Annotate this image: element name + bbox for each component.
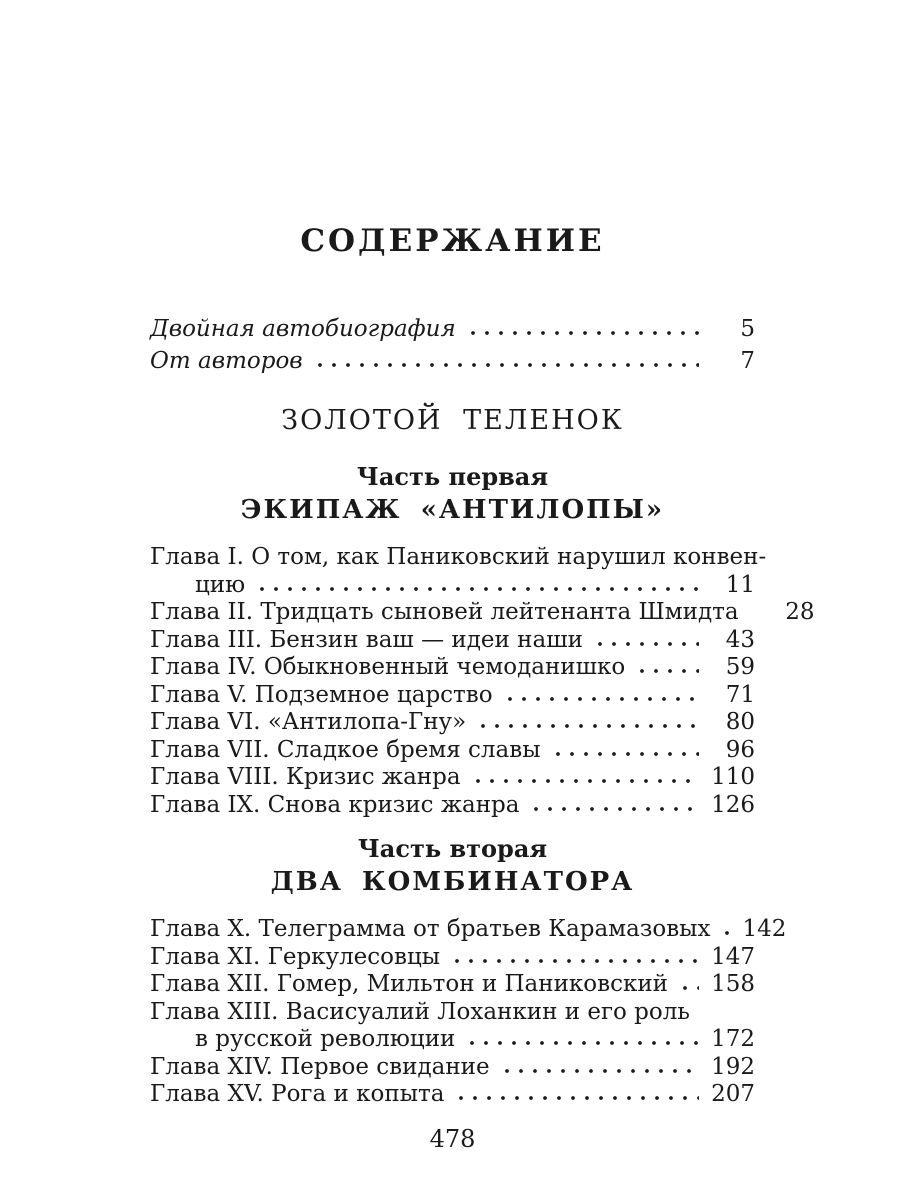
toc-entry-page: 7	[740, 348, 755, 374]
toc-entry-text: Глава XIV. Первое свидание	[150, 1053, 490, 1080]
toc-row	[150, 999, 755, 1027]
toc-entry-page: 158	[711, 971, 755, 997]
toc-entry-page: 5	[740, 316, 755, 342]
frontmatter-list	[150, 313, 755, 377]
toc-entry-text: Глава XI. Геркулесовцы	[150, 943, 441, 970]
toc-entry-page: 147	[711, 943, 755, 970]
dot-leader	[593, 641, 699, 647]
toc-entry-page: 110	[711, 764, 755, 790]
toc-entry-text: Глава IV. Обыкновенный чемоданишко	[150, 654, 626, 680]
toc-entry-page: 43	[725, 626, 755, 653]
dot-leader	[466, 330, 699, 336]
toc-entry-text: Глава XV. Рога и копыта	[150, 1081, 445, 1107]
dot-leader	[450, 958, 699, 964]
dot-leader	[476, 723, 699, 729]
toc-row	[150, 971, 755, 999]
toc-entry-text: Глава V. Подземное царство	[150, 681, 493, 708]
dot-leader	[551, 751, 699, 757]
toc-row	[150, 627, 755, 655]
part-1-heading: Часть первая	[356, 462, 549, 491]
toc-entry-text: в русской революции	[195, 1026, 456, 1052]
toc-title: СОДЕРЖАНИЕ	[300, 223, 605, 259]
toc-entry-page: 80	[725, 709, 755, 735]
toc-row	[150, 1081, 755, 1109]
toc-row	[150, 944, 755, 972]
toc-entry-page: 96	[725, 736, 755, 763]
part-1-chapter-list	[150, 544, 815, 819]
dot-leader	[635, 668, 699, 674]
part-2-subtitle: ДВА КОМБИНАТОРА	[270, 867, 635, 897]
toc-row	[150, 709, 755, 737]
toc-row	[150, 345, 755, 377]
toc-row	[150, 792, 755, 820]
part-2-heading: Часть вторая	[357, 834, 548, 863]
toc-entry-text: Глава VI. «Антилопа-Гну»	[150, 709, 467, 735]
toc-entry-page: 192	[711, 1053, 755, 1080]
toc-entry-text: Глава X. Телеграмма от братьев Карамазовых	[150, 916, 711, 942]
toc-entry-page: 59	[725, 654, 755, 680]
toc-entry-text: цию	[195, 571, 246, 598]
part-1-subtitle: ЭКИПАЖ «АНТИЛОПЫ»	[240, 495, 665, 525]
dot-leader	[313, 362, 699, 368]
dot-leader	[749, 613, 759, 619]
dot-leader	[503, 696, 699, 702]
part-2-section	[150, 834, 787, 1109]
toc-entry-page: 28	[785, 599, 815, 625]
dot-leader	[454, 1095, 699, 1101]
dot-leader	[255, 586, 699, 592]
toc-entry-text: Глава VII. Сладкое бремя славы	[150, 736, 541, 763]
part-2-chapter-list	[150, 916, 787, 1109]
toc-entry-text: Глава I. О том, как Паниковский нарушил конвен-	[150, 544, 767, 570]
toc-row	[150, 599, 815, 627]
toc-entry-page: 126	[711, 791, 755, 818]
toc-entry-page: 172	[711, 1026, 755, 1052]
toc-entry-page: 207	[711, 1081, 755, 1107]
toc-row	[150, 572, 755, 600]
toc-row	[150, 916, 787, 944]
book-title: ЗОЛОТОЙ ТЕЛЕНОК	[281, 405, 624, 436]
toc-entry-page: 71	[725, 681, 755, 708]
toc-entry-text: Глава III. Бензин ваш — идеи наши	[150, 626, 583, 653]
toc-entry-text: Глава XIII. Васисуалий Лоханкин и его роль	[150, 998, 690, 1025]
toc-entry-text: От авторов	[150, 348, 303, 374]
dot-leader	[529, 806, 699, 812]
toc-entry-text: Глава II. Тридцать сыновей лейтенанта Шмидта	[150, 599, 739, 625]
toc-entry-page: 11	[725, 571, 755, 598]
dot-leader	[465, 1040, 699, 1046]
toc-row	[150, 1026, 755, 1054]
part-1-section	[150, 462, 815, 819]
toc-entry-text: Глава VIII. Кризис жанра	[150, 764, 461, 790]
toc-row	[150, 1054, 755, 1082]
toc-row	[150, 737, 755, 765]
toc-row	[150, 682, 755, 710]
toc-row	[150, 544, 767, 572]
dot-leader	[678, 985, 699, 991]
toc-entry-page: 142	[742, 916, 787, 942]
toc-entry-text: Глава XII. Гомер, Мильтон и Паниковский	[150, 971, 668, 997]
dot-leader	[471, 778, 699, 784]
toc-row	[150, 313, 755, 345]
toc-row	[150, 764, 755, 792]
dot-leader	[500, 1068, 699, 1074]
page-number-footer: 478	[429, 1124, 476, 1153]
toc-row	[150, 654, 755, 682]
toc-entry-text: Двойная автобиография	[150, 316, 456, 342]
dot-leader	[720, 930, 730, 936]
toc-entry-text: Глава IX. Снова кризис жанра	[150, 791, 520, 818]
